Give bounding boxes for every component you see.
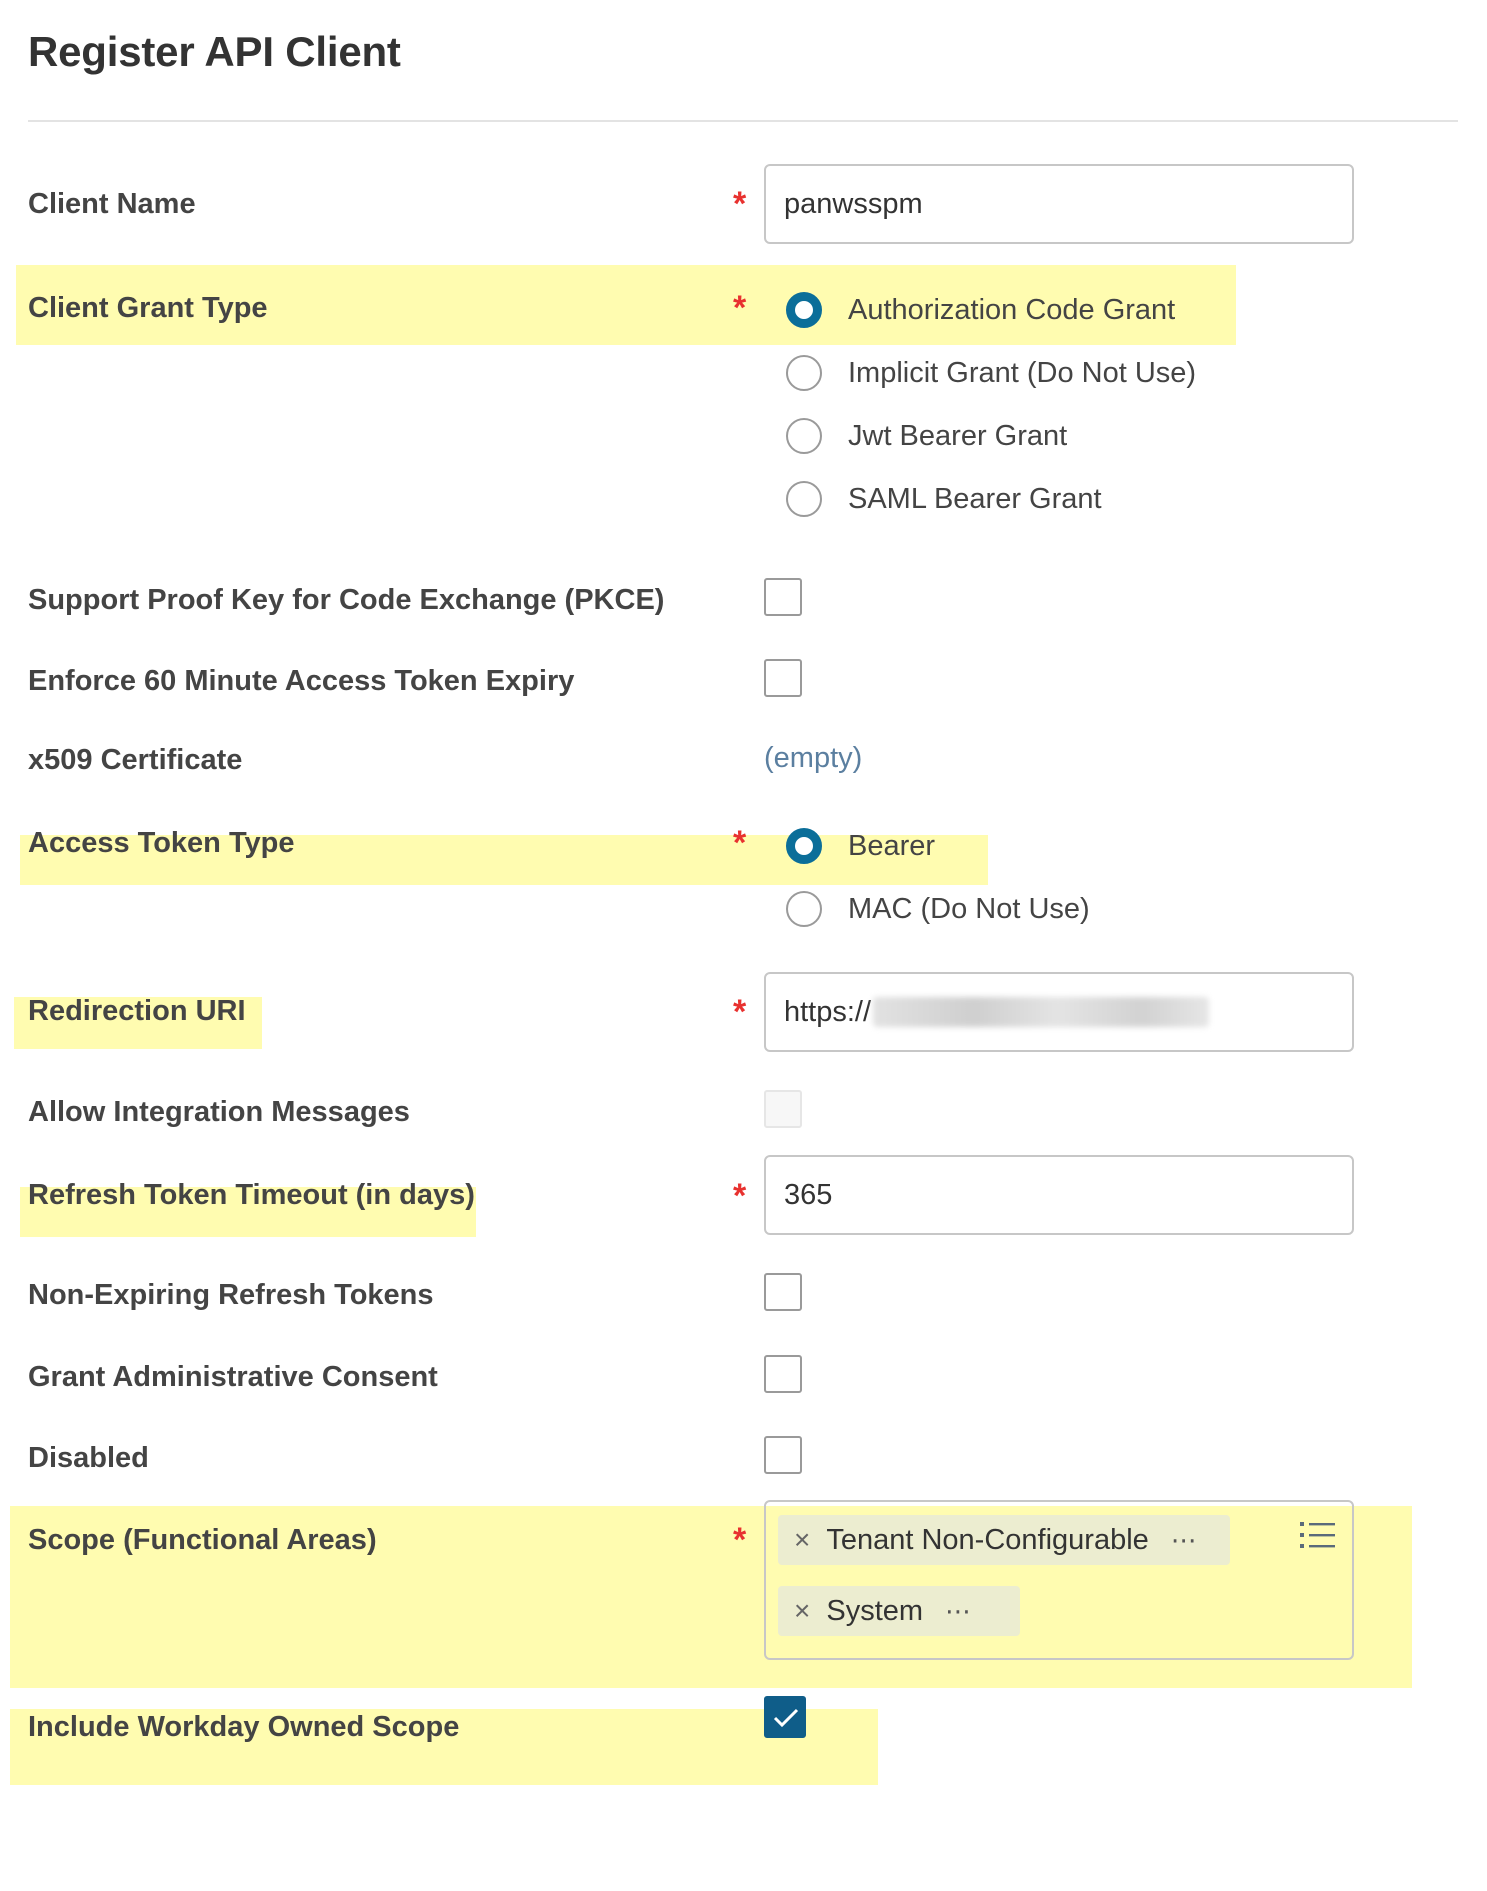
redirection-uri-label: Redirection URI <box>28 995 246 1027</box>
allow-integration-messages-label: Allow Integration Messages <box>28 1096 410 1128</box>
radio-jwt-bearer-grant[interactable] <box>786 414 1067 458</box>
radio-circle <box>786 418 822 454</box>
scope-pill-tenant-non-configurable <box>778 1515 1230 1565</box>
client-grant-type-required-mark: * <box>733 289 747 327</box>
include-workday-owned-scope-label: Include Workday Owned Scope <box>28 1711 460 1743</box>
refresh-token-timeout-input[interactable] <box>764 1155 1354 1235</box>
redirection-uri-input[interactable] <box>764 972 1354 1052</box>
radio-label: SAML Bearer Grant <box>848 482 1102 515</box>
access-token-type-required-mark: * <box>733 824 747 862</box>
more-options-icon[interactable]: ⋯ <box>945 1595 973 1626</box>
scope-pill-label: System <box>826 1594 924 1627</box>
page-title: Register API Client <box>28 28 401 75</box>
client-name-input[interactable] <box>764 164 1354 244</box>
refresh-token-timeout-required-mark: * <box>733 1177 747 1215</box>
redirection-uri-required-mark: * <box>733 993 747 1031</box>
pkce-label: Support Proof Key for Code Exchange (PKCE) <box>28 584 665 616</box>
radio-bearer[interactable] <box>786 824 935 868</box>
radio-label: MAC (Do Not Use) <box>848 892 1090 925</box>
client-grant-type-label: Client Grant Type <box>28 292 268 324</box>
radio-circle-selected <box>786 292 822 328</box>
scope-pill-label: Tenant Non-Configurable <box>826 1523 1149 1556</box>
grant-admin-consent-checkbox[interactable] <box>764 1355 802 1393</box>
x509-label: x509 Certificate <box>28 744 243 776</box>
client-name-required-mark: * <box>733 185 747 223</box>
radio-circle <box>786 355 822 391</box>
radio-authorization-code-grant[interactable] <box>786 288 1175 332</box>
client-name-value: panwsspm <box>784 187 923 220</box>
remove-icon[interactable]: × <box>794 1595 811 1626</box>
radio-label: Jwt Bearer Grant <box>848 419 1068 452</box>
radio-circle <box>786 891 822 927</box>
radio-mac[interactable] <box>786 887 1090 931</box>
client-name-label: Client Name <box>28 188 196 220</box>
pkce-checkbox[interactable] <box>764 578 802 616</box>
disabled-checkbox[interactable] <box>764 1436 802 1474</box>
allow-integration-messages-checkbox <box>764 1090 802 1128</box>
radio-saml-bearer-grant[interactable] <box>786 477 1102 521</box>
refresh-token-timeout-label: Refresh Token Timeout (in days) <box>28 1179 475 1211</box>
checkmark-icon <box>772 1706 800 1730</box>
enforce-expiry-label: Enforce 60 Minute Access Token Expiry <box>28 665 575 697</box>
scope-pill-system <box>778 1586 1020 1636</box>
radio-implicit-grant[interactable] <box>786 351 1196 395</box>
radio-label: Bearer <box>848 829 936 862</box>
grant-admin-consent-label: Grant Administrative Consent <box>28 1361 438 1393</box>
radio-circle <box>786 481 822 517</box>
include-workday-owned-scope-checkbox[interactable] <box>764 1696 806 1738</box>
disabled-label: Disabled <box>28 1442 149 1474</box>
more-options-icon[interactable]: ⋯ <box>1170 1524 1198 1555</box>
non-expiring-refresh-checkbox[interactable] <box>764 1273 802 1311</box>
x509-value: (empty) <box>764 742 863 774</box>
radio-circle-selected <box>786 828 822 864</box>
non-expiring-refresh-label: Non-Expiring Refresh Tokens <box>28 1279 434 1311</box>
remove-icon[interactable]: × <box>794 1524 811 1555</box>
enforce-expiry-checkbox[interactable] <box>764 659 802 697</box>
refresh-token-timeout-value: 365 <box>784 1178 833 1211</box>
redirection-uri-redacted-value <box>873 997 1209 1027</box>
scope-label: Scope (Functional Areas) <box>28 1524 377 1556</box>
redirection-uri-prefix: https:// <box>784 995 872 1028</box>
title-divider <box>28 120 1458 122</box>
radio-label: Implicit Grant (Do Not Use) <box>848 356 1197 389</box>
list-icon[interactable] <box>1300 1520 1336 1550</box>
scope-required-mark: * <box>733 1521 747 1559</box>
access-token-type-label: Access Token Type <box>28 827 295 859</box>
radio-label: Authorization Code Grant <box>848 293 1176 326</box>
